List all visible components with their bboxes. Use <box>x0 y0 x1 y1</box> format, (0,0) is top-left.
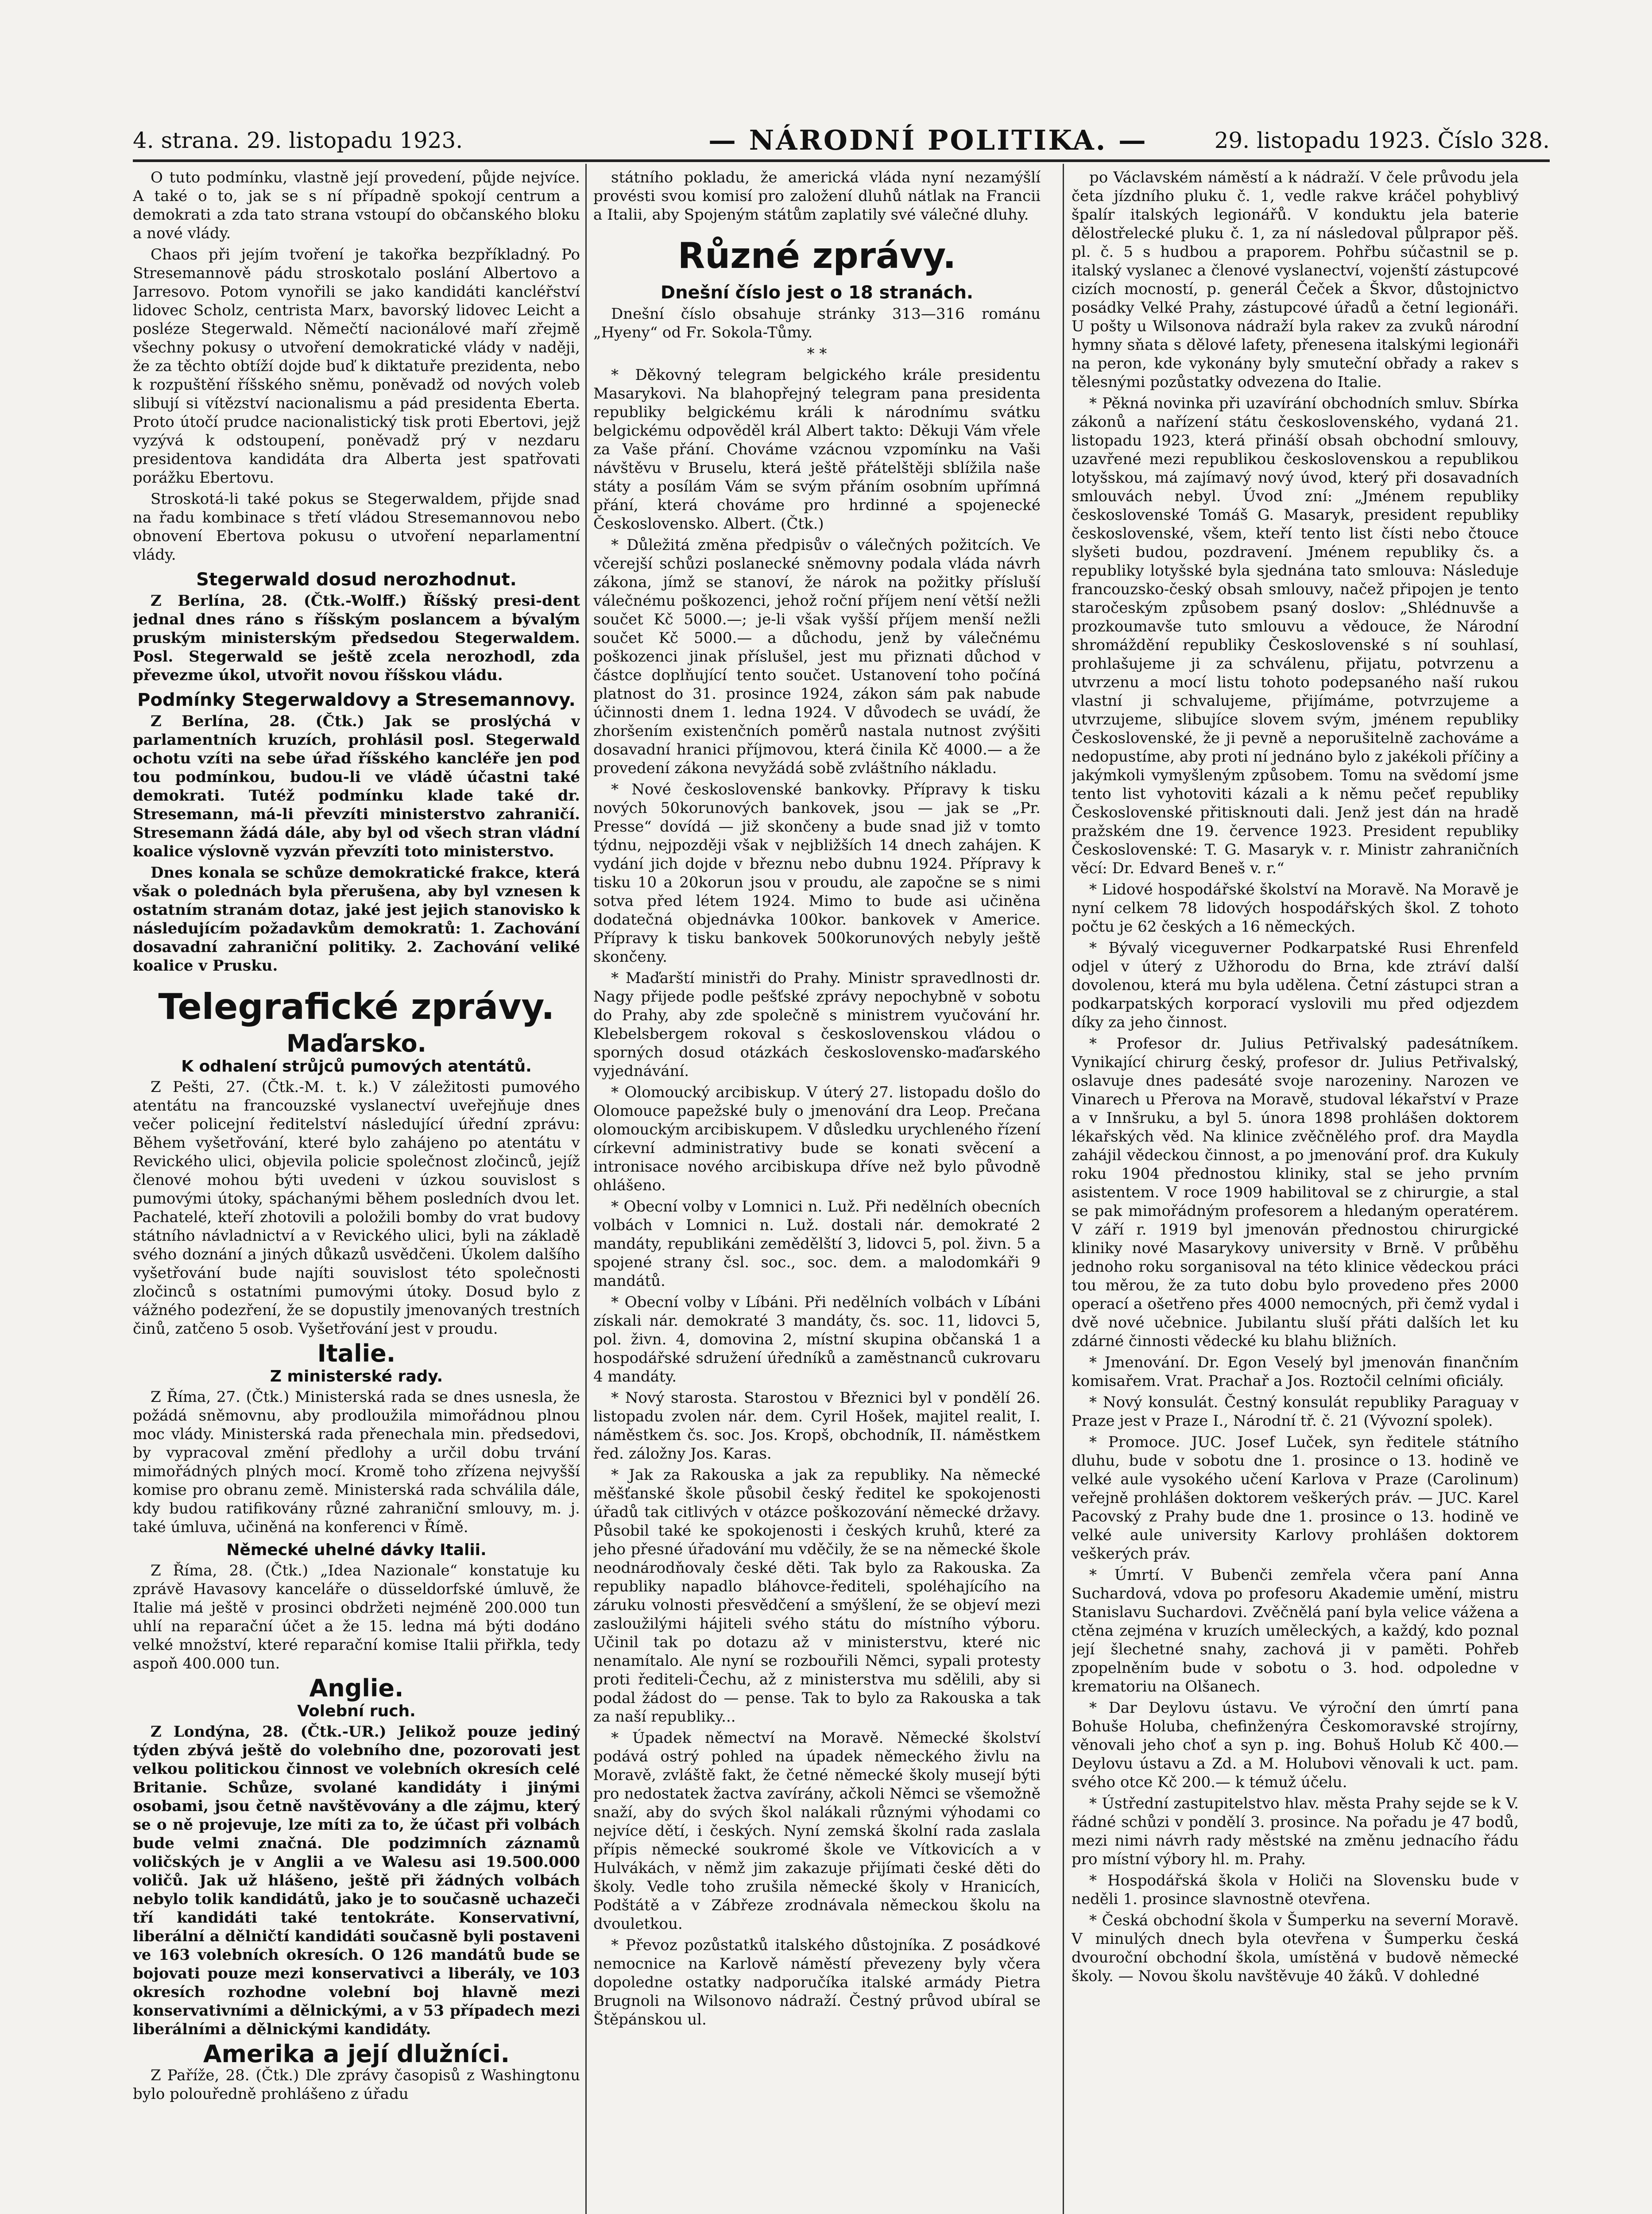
news-item: * Děkovný telegram belgického krále presidentu Masarykovi. Na blahopřejný telegram pana presidenta republiky belgickému králi k národnímu svátku belgickému odpověděl král Albert takto: Děkuji Vám vřele za Vaše přání. Chováme vzácnou vzpomínku na Vaši návštěvu v Bruselu, která ještě přátelštěji sblížila naše státy a posílám Vám se svým přáním osobním upřímná přání, která chováme pro hrdinné a spojenecké Československo. Albert. (Čtk.) <box>593 366 1041 533</box>
country-heading: Italie. <box>317 1339 396 1367</box>
paragraph: Z Paříže, 28. (Čtk.) Dle zprávy časopisů z Washingtonu bylo polouředně prohlášeno z úřadu <box>133 2067 580 2103</box>
column-3 <box>1072 168 1519 2214</box>
news-item: * Promoce. JUC. Josef Luček, syn ředitele státního dluhu, bude v sobotu dne 1. prosince o 13. hodině ve velké aule vysokého učení Karlova v Praze (Carolinum) veřejně prohlášen doktorem veškerých práv. — JUC. Karel Pacovský z Prahy bude dne 1. prosince o 13. hodině ve velké aule university Karlovy prohlášen doktorem veškerých práv. <box>1072 1433 1519 1563</box>
paragraph: Z Pešti, 27. (Čtk.-M. t. k.) V záležitosti pumového atentátu na francouzské vyslanectví uveřejňuje dnes večer policejní ředitelství následující úřední zprávu: Během vyšetřování, které bylo zahájeno po atentátu v Revického ulici, objevila policie společnost zločinců, jejíž členové mohou býti uvedeni v úzkou souvislost s pumovými útoky, spáchanými během posledních dvou let. Pachatelé, kteří zhotovili a položili bomby do vrat budovy státního návladnictví a v Revického ulici, byli na základě svého doznání a jiných důkazů usvědčeni. Úkolem dalšího vyšetřování bude najíti souvislost této společnosti zločinců s ostatními pumovými útoky. Dosud bylo z vážného podezření, že se dopustily jmenovaných trestních činů, zatčeno 5 osob. Vyšetřování jest v proudu. <box>133 1078 580 1338</box>
paragraph: Dnešní číslo obsahuje stránky 313—316 románu „Hyeny“ od Fr. Sokola-Tůmy. <box>593 305 1041 341</box>
article-heading: Německé uhelné dávky Italii. <box>226 1541 487 1559</box>
section-heading: Telegrafické zprávy. <box>158 986 555 1027</box>
news-item: * Lidové hospodářské školství na Moravě. Na Moravě je nyní celkem 78 lidových hospodářských škol. Z tohoto počtu je 62 českých a 16 německých. <box>1072 881 1519 936</box>
separator-stars: * * <box>807 345 827 363</box>
paragraph: Z Berlína, 28. (Čtk.) Jak se proslýchá v parlamentních kruzích, prohlásil posl. Stegerwald ochotu vzíti na sebe úřad říšského kancléře jen pod tou podmínkou, budou-li ve vládě účastni také demokrati. Tutéž podmínku klade také dr. Stresemann, má-li převzíti ministerstvo zahraničí. Stresemann žádá dále, aby byl od všech stran vládní koalice výslovně vyzván převzíti toto ministerstvo. <box>133 712 580 860</box>
paragraph: Z Londýna, 28. (Čtk.-UR.) Jelikož pouze jediný týden zbývá ještě do volebního dne, pozorovati jest velkou politickou činnost ve volebních okresích celé Britanie. Schůze, svolané kandidáty i jinými osobami, jsou četně navštěvovány a dle zájmu, který se o ně projevuje, lze míti za to, že účast při volbách bude velmi značná. Dle podzimních záznamů voličských je v Anglii a ve Walesu asi 19.500.000 voličů. Jak už hlášeno, ještě při žádných volbách nebylo tolik kandidátů, jako je to současně uchazeči tří kandidáti také tentokráte. Konservativní, liberální a dělničtí kandidáti současně byli postaveni ve 163 volebních okresích. O 126 mandátů bude se bojovati pouze mezi konservativci a liberály, ve 103 okresích rozhodne volební boj hlavně mezi konservativními a dělnickými, a v 53 případech mezi liberálními a dělnickými kandidáty. <box>133 1723 580 2038</box>
country-heading: Maďarsko. <box>286 1030 427 1057</box>
page-header <box>133 120 1550 162</box>
paragraph: státního pokladu, že americká vláda nyní nezamýšlí provésti svou komisí pro založení dluhů nátlak na Francii a Italii, aby Spojeným státům zaplatily své válečné dluhy. <box>593 169 1041 224</box>
news-item: * Obecní volby v Lomnici n. Luž. Při nedělních obecních volbách v Lomnici n. Luž. dostali nár. demokraté 2 mandáty, republikáni zemědělští 3, lidovci 5, pol. živn. 5 a spojené strany čsl. soc., soc. dem. a malodomkáři 9 mandátů. <box>593 1198 1041 1290</box>
news-item: * Úmrtí. V Bubenči zemřela včera paní Anna Suchardová, vdova po profesoru Akademie umění, mistru Stanislavu Suchardovi. Zvěčnělá paní byla velice vážena a ctěna zejména v kruzích uměleckých, a každý, kdo poznal její šlechetné snahy, zachová ji v paměti. Pohřeb zpopelněním bude v sobotu o 3. hod. odpoledne v krematoriu na Olšanech. <box>1072 1566 1519 1695</box>
header-right: 29. listopadu 1923. Číslo 328. <box>1214 128 1550 153</box>
article-heading: Stegerwald dosud nerozhodnut. <box>196 569 517 590</box>
paragraph: po Václavském náměstí a k nádraží. V čele průvodu jela četa jízdního pluku č. 1, vedle rakve kráčel pohyblivý špalír italských legionářů. V konduktu jela baterie dělostřelecké pluku č. 1, za ní následoval půlprapor pěš. pl. č. 5 s hudbou a praporem. Pohřbu súčastnil se p. italský vyslanec a členové vyslanectví, vojenští zástupcové cizích mocností, p. generál Čeček a Škvor, důstojnictvo posádky Velké Prahy, zástupcové úřadů a četní legionáři. U pošty u Wilsonova nádraží byla rakev za zvuků národní hymny sňata s dělové lafety, přenesena italskými legionáři na peron, kde vykonány byly smuteční obřady a rakev s tělesnými pozůstatky odvezena do Italie. <box>1072 169 1519 391</box>
news-item: * Pěkná novinka při uzavírání obchodních smluv. Sbírka zákonů a nařízení státu československého, vydaná 21. listopadu 1923, která přináší obsah obchodní smlouvy, uzavřené mezi republikou československou a republikou lotyšskou, má zajímavý nový úvod, který při dosavadních smlouvách nebyl. Úvod zní: „Jménem republiky československé Tomáš G. Masaryk, president republiky československé, všem, kteří tento list čísti nebo čtouce slyšeti budou, pozdravení. Jménem republiky čs. a republiky lotyšské byla sjednána tato smlouva: Následuje francouzsko-český obsah smlouvy, načež připojen je tento staročeským způsobem psaný doslov: „Shlédnuvše a prozkoumavše tuto smlouvu a vědouce, že Národní shromáždění republiky Československé s ní souhlasí, prohlašujeme ji za schválenu, přijatu, potvrzenu a utvrzenu a mocí listu tohoto podepsaného naší rukou vlastní ji schvalujeme, přijímáme, potvrzujeme a utvrzujeme, slibujíce slovem svým, jménem republiky Československé, že ji pevně a neporušitelně zachováme a nedopustíme, aby proti ní jednáno bylo z jakékoli příčiny a jakýmkoli vymyšleným způsobem. Tomu na svědomí jsme tento list vyhotoviti kázali a k němu pečeť republiky Československé přitisknouti dali. Jenž jest dán na hradě pražském dne 19. července 1923. President republiky Československé: T. G. Masaryk v. r. Ministr zahraničních věcí: Dr. Edvard Beneš v. r.“ <box>1072 395 1519 877</box>
news-item: * Jak za Rakouska a jak za republiky. Na německé měšťanské škole působil český ředitel ke spokojenosti úřadů tak citlivých v otázce poškozování německé državy. Působil také ke spokojenosti i českých kruhů, které za jeho přesné úřadování mu vděčily, že se na německé škole neodnárodňovaly české děti. Tak bylo za Rakouska. Za republiky napadlo bláhovce-řediteli, spoléhajícího na záruku volnosti přesvědčení a smýšlení, že se objeví mezi zasloužilými hájiteli svého státu do místního výboru. Učinil tak po dotazu až v ministerstvu, které nic nenamítalo. Ale nyní se rozbouřili Němci, sypali protesty proti řediteli-Čechu, až z ministerstva mu sdělili, aby si podal žádost do — pense. Tak to bylo za Rakouska a tak za naší republiky... <box>593 1466 1041 1726</box>
article-heading: Volební ruch. <box>297 1702 416 1720</box>
article-heading: Z ministerské rady. <box>270 1367 443 1386</box>
news-item: * Důležitá změna předpisův o válečných požitcích. Ve včerejší schůzi poslanecké sněmovny podala vláda návrh zákona, jímž se stanoví, že nárok na požitky přísluší válečnému poškozenci, jehož roční příjem není větší nežli součet Kč 5000.—; je-li však vyšší příjem menší nežli součet Kč 5000.— a důchodu, jenž by válečnému poškozenci jinak příslušel, jest mu přiznati důchod v částce doplňující tento součet. Ustanovení toho počíná platnost do 31. prosince 1924, zákon sám pak nabude účinnosti dnem 1. ledna 1924. V důvodech se uvádí, že zhoršením existenčních poměrů nastala nutnost zvýšiti dosavadní hranici příjmovou, která činila Kč 4000.— a že provedení zákona nevyžádá sobě zvláštního nákladu. <box>593 536 1041 777</box>
news-item: * Česká obchodní škola v Šumperku na severní Moravě. V minulých dnech byla otevřena v Šumperku česká dvouroční obchodní škola, umístěná v budově německé školy. — Novou školu navštěvuje 40 žáků. V dohledné <box>1072 1912 1519 1985</box>
paragraph: Z Berlína, 28. (Čtk.-Wolff.) Říšský presi-dent jednal dnes ráno s říšským poslancem a bývalým pruským ministerským předsedou Stegerwaldem. Posl. Stegerwald se ještě zcela nerozhodl, zda převezme úkol, utvořit novou říšskou vládu. <box>133 592 580 684</box>
news-item: * Převoz pozůstatků italského důstojníka. Z posádkové nemocnice na Karlově náměstí převezeny byly včera dopoledne ostatky nadporučíka italské armády Pietra Brugnoli na Wilsonovo nádraží. Čestný průvod ubíral se Štěpánskou ul. <box>593 1936 1041 2028</box>
news-item: * Profesor dr. Julius Petřivalský padesátníkem. Vynikající chirurg český, profesor dr. Julius Petřivalský, oslavuje dnes padesáté svoje narozeniny. Narozen ve Vinarech u Přerova na Moravě, studoval lékařství v Praze a v Innšruku, a byl 5. února 1898 prohlášen doktorem lékařských věd. Na klinice zvěčnělého prof. dra Maydla zahájil vědeckou činnost, a po jmenování prof. dra Kukuly roku 1904 přednostou kliniky, stal se jeho prvním asistentem. V roce 1909 habilitoval se z chirurgie, a stal se pak mimořádným profesorem a hledaným operatérem. V září r. 1919 byl jmenován přednostou chirurgické kliniky nové Masarykovy university v Brně. V průběhu jednoho roku sorganisoval na této klinice vědeckou práci tou měrou, že za tuto dobu bylo provedeno přes 2000 operací a ošetřeno přes 4000 nemocných, při čemž vydal i dvě nové učebnice. Jubilantu sluší přáti dalších let ku zdárné činnosti vědecké ku blahu bližních. <box>1072 1035 1519 1350</box>
news-item: * Dar Deylovu ústavu. Ve výroční den úmrtí pana Bohuše Holuba, chefinženýra Českomoravské strojírny, věnovali jeho choť a syn p. ing. Bohuš Holub Kč 400.— Deylovu ústavu a Zd. a M. Holubovi věnovali k uct. pam. svého otce Kč 200.— k témuž účelu. <box>1072 1699 1519 1791</box>
news-item: * Nové československé bankovky. Přípravy k tisku nových 50korunových bankovek, jsou — jak se „Pr. Presse“ dovídá — již skončeny a bude snad již v tomto týdnu, nejpozději však v nejbližších 14 dnech zahájen. K vydání jich dojde v březnu nebo dubnu 1924. Přípravy k tisku 10 a 20korun jsou v proudu, ale započne se s nimi sotva před létem 1924. Mimo to bude asi učiněna dodatečná objednávka 100kor. bankovek v Americe. Přípravy k tisku bankovek 500korunových nebyly ještě skončeny. <box>593 781 1041 966</box>
paragraph: O tuto podmínku, vlastně její provedení, půjde nejvíce. A také o to, jak se s ní případně spokojí centrum a demokrati a zda tato strana vstoupí do občanského bloku a nové vlády. <box>133 169 580 242</box>
news-item: * Hospodářská škola v Holiči na Slovensku bude v neděli 1. prosince slavnostně otevřena. <box>1072 1872 1519 1908</box>
news-item: * Jmenování. Dr. Egon Veselý byl jmenován finančním komisařem. Vrat. Prachař a Jos. Roztočil celními oficiály. <box>1072 1354 1519 1390</box>
column-divider <box>1063 164 1064 2214</box>
news-item: * Úpadek němectví na Moravě. Německé školství podává ostrý pohled na úpadek německého živlu na Moravě, zvláště fakt, že četné německé školy musejí býti pro nedostatek žactva zavírány, ačkoli Němci se všemožně snaží, aby do svých škol nalákali různými výhodami co nejvíce dětí, i českých. Nyní zemská školní rada zaslala přípis německé soukromé škole ve Vítkovicích a v Hulvákách, v němž jim zakazuje přijímati české děti do školy. Vedle toho zrušila německé školy v Hranicích, Podštátě a v Zábřeze zrodnávala německou školu na dvouletkou. <box>593 1729 1041 1933</box>
column-divider <box>585 164 587 2214</box>
news-item: * Maďarští ministři do Prahy. Ministr spravedlnosti dr. Nagy přijede podle pešťské zprávy nepochybně v sobotu do Prahy, aby zde společně s ministrem vyučování hr. Klebelsbergem rokoval s československou vládou o sporných dosud otázkách československo-maďarského vyjednávání. <box>593 969 1041 1080</box>
article-heading: K odhalení strůjců pumových atentátů. <box>181 1057 532 1076</box>
header-left: 4. strana. 29. listopadu 1923. <box>133 128 463 153</box>
masthead: — NÁRODNÍ POLITIKA. — <box>708 124 1148 156</box>
column-1 <box>133 168 580 2214</box>
article-heading: Amerika a její dlužníci. <box>203 2040 510 2068</box>
paragraph: Z Říma, 27. (Čtk.) Ministerská rada se dnes usnesla, že požádá sněmovnu, aby prodloužila mimořádnou plnou moc vlády. Ministerská rada přenechala min. předsedovi, by vypracoval změní předlohy a určil dobu trvání mimořádných plných mocí. Kromě toho zřízena nejvyšší komise pro obranu země. Ministerská rada schválila dále, kdy budou ratifikovány různé zahraniční smlouvy, m. j. také úmluva, učiněná na konferenci v Římě. <box>133 1388 580 1536</box>
section-heading: Různé zprávy. <box>677 235 956 276</box>
column-2 <box>593 168 1041 2214</box>
news-item: * Bývalý viceguverner Podkarpatské Rusi Ehrenfeld odjel v úterý z Užhorodu do Brna, kde ztráví další dovolenou, která mu byla udělena. Četní zástupci stran a podkarpatských korporací vyslovili mu před odjezdem díky za jeho činnost. <box>1072 939 1519 1031</box>
news-item: * Ústřední zastupitelstvo hlav. města Prahy sejde se k V. řádné schůzi v pondělí 3. prosince. Na pořadu je 47 bodů, mezi nimi návrh rady městské na změnu jednacího řádu pro místní výbory hl. m. Prahy. <box>1072 1795 1519 1868</box>
article-heading: Dnešní číslo jest o 18 stranách. <box>660 283 974 303</box>
paragraph: Dnes konala se schůze demokratické frakce, která však o polednách byla přerušena, aby byl vznesen k ostatním stranám dotaz, jaké jest jejich stanovisko k následujícím požadavkům demokratů: 1. Zachování dosavadní zahraniční politiky. 2. Zachování veliké koalice v Prusku. <box>133 864 580 975</box>
news-item: * Olomoucký arcibiskup. V úterý 27. listopadu došlo do Olomouce papežské buly o jmenování dra Leop. Prečana olomouckým arcibiskupem. V důsledku urychleného řízení církevní administrativy bude se konati svěcení a intronisace nového arcibiskupa dříve než bylo původně ohlášeno. <box>593 1084 1041 1194</box>
paragraph: Stroskotá-li také pokus se Stegerwaldem, přijde snad na řadu kombinace s třetí vládou Stresemannovou nebo obnovení Ebertova pokusu o utvoření neparlamentní vlády. <box>133 490 580 564</box>
news-item: * Nový starosta. Starostou v Březnici byl v pondělí 26. listopadu zvolen nár. dem. Cyril Hošek, majitel realit, I. náměstkem čs. soc. Jos. Kropš, obchodník, II. náměstkem řed. záložny Jos. Karas. <box>593 1389 1041 1463</box>
news-item: * Obecní volby v Líbáni. Při nedělních volbách v Líbáni získali nár. demokraté 3 mandáty, čs. soc. 11, lidovci 5, pol. živn. 4, domovina 2, místní skupina občanská 1 a hospodářské sdružení úředníků a zaměstnanců cukrovaru 4 mandáty. <box>593 1293 1041 1386</box>
paragraph: Z Říma, 28. (Čtk.) „Idea Nazionale“ konstatuje ku zprávě Havasovy kanceláře o düsseldorfské úmluvě, že Italie má ještě v prosinci obdržeti nejméně 200.000 tun uhlí na reparační účet a že 15. ledna má býti dodáno velké množství, které reparační komise Italii přiřkla, tedy aspoň 400.000 tun. <box>133 1562 580 1672</box>
country-heading: Anglie. <box>309 1674 404 1702</box>
paragraph: Chaos při jejím tvoření je takořka bezpříkladný. Po Stresemannově pádu stroskotalo poslání Albertovo a Jarresovo. Potom vynořili se jako kandidáti kancléřství lidovec Scholz, centrista Marx, bavorský lidovec Leicht a posléze Stegerwald. Němečtí nacionálové maří zřejmě všechny pokusy o utvoření demokratické vlády v naději, že za těchto obtíží dojde buď k diktatuře prezidenta, nebo k rozpuštění říšského sněmu, poněvadž od nových voleb slibují si vítězství nacionalismu a pád presidenta Eberta. Proto útočí prudce nacionalistický tisk proti Ebertovi, jejž vyzývá k odstoupení, poněvadž prý v nezdaru presidentova kandidáta dra Alberta jest spatřovati porážku Ebertovu. <box>133 246 580 487</box>
news-item: * Nový konsulát. Čestný konsulát republiky Paraguay v Praze jest v Praze I., Národní tř. č. 21 (Vývozní spolek). <box>1072 1393 1519 1430</box>
article-heading: Podmínky Stegerwaldovy a Stresemannovy. <box>137 690 576 710</box>
